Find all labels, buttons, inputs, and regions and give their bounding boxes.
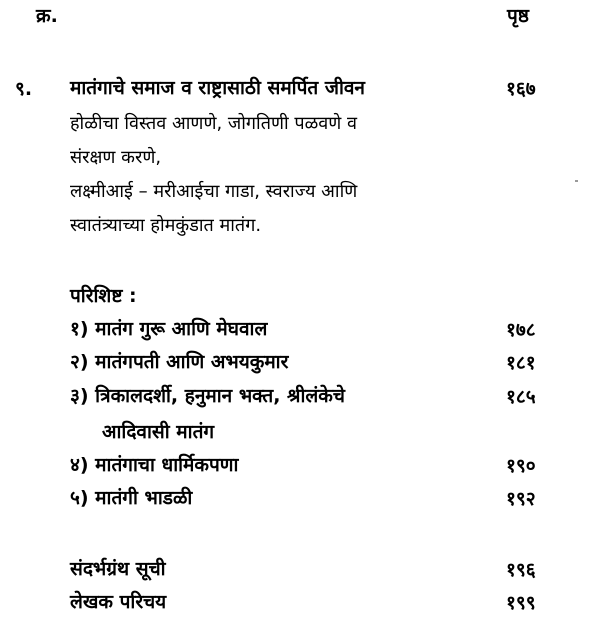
appendix-item-label: ४) मातंगाचा धार्मिकपणा [70,454,239,476]
appendix-item-page: १७८ [506,319,536,341]
appendix-item-page: १९० [506,455,536,477]
appendix-item-page: १८५ [506,386,536,408]
appendix-item-continuation: आदिवासी मातंग [102,421,215,443]
column-header-number: क्र. [36,5,58,27]
scan-speck [575,180,578,182]
chapter-page-number: १६७ [506,78,536,100]
appendix-item-label: २) मातंगपती आणि अभयकुमार [70,351,289,373]
appendix-heading: परिशिष्ट : [70,285,137,307]
appendix-item-page: १८१ [506,352,536,374]
column-header-page: पृष्ठ [507,5,529,27]
appendix-item-label: १) मातंग गुरू आणि मेघवाल [70,318,268,340]
chapter-number: ९. [15,78,33,100]
appendix-item-label: ३) त्रिकालदर्शी, हनुमान भक्त, श्रीलंकेचे [70,385,345,407]
appendix-item-page: १९२ [506,488,536,510]
chapter-description-line: होळीचा विस्तव आणणे, जोगतिणी पळवणे व [70,113,358,134]
appendix-item-label: ५) मातंगी भाडळी [70,487,193,509]
chapter-description-line: स्वातंत्र्याच्या होमकुंडात मातंग. [70,215,262,236]
bibliography-label: संदर्भग्रंथ सूची [70,558,166,580]
author-intro-page: १९९ [506,592,536,614]
chapter-description-line: संरक्षण करणे, [70,147,162,168]
chapter-title: मातंगाचे समाज व राष्ट्रासाठी समर्पित जीवन [70,77,365,99]
bibliography-page: १९६ [506,559,536,581]
author-intro-label: लेखक परिचय [70,591,167,613]
chapter-description-line: लक्ष्मीआई – मरीआईचा गाडा, स्वराज्य आणि [70,181,358,202]
